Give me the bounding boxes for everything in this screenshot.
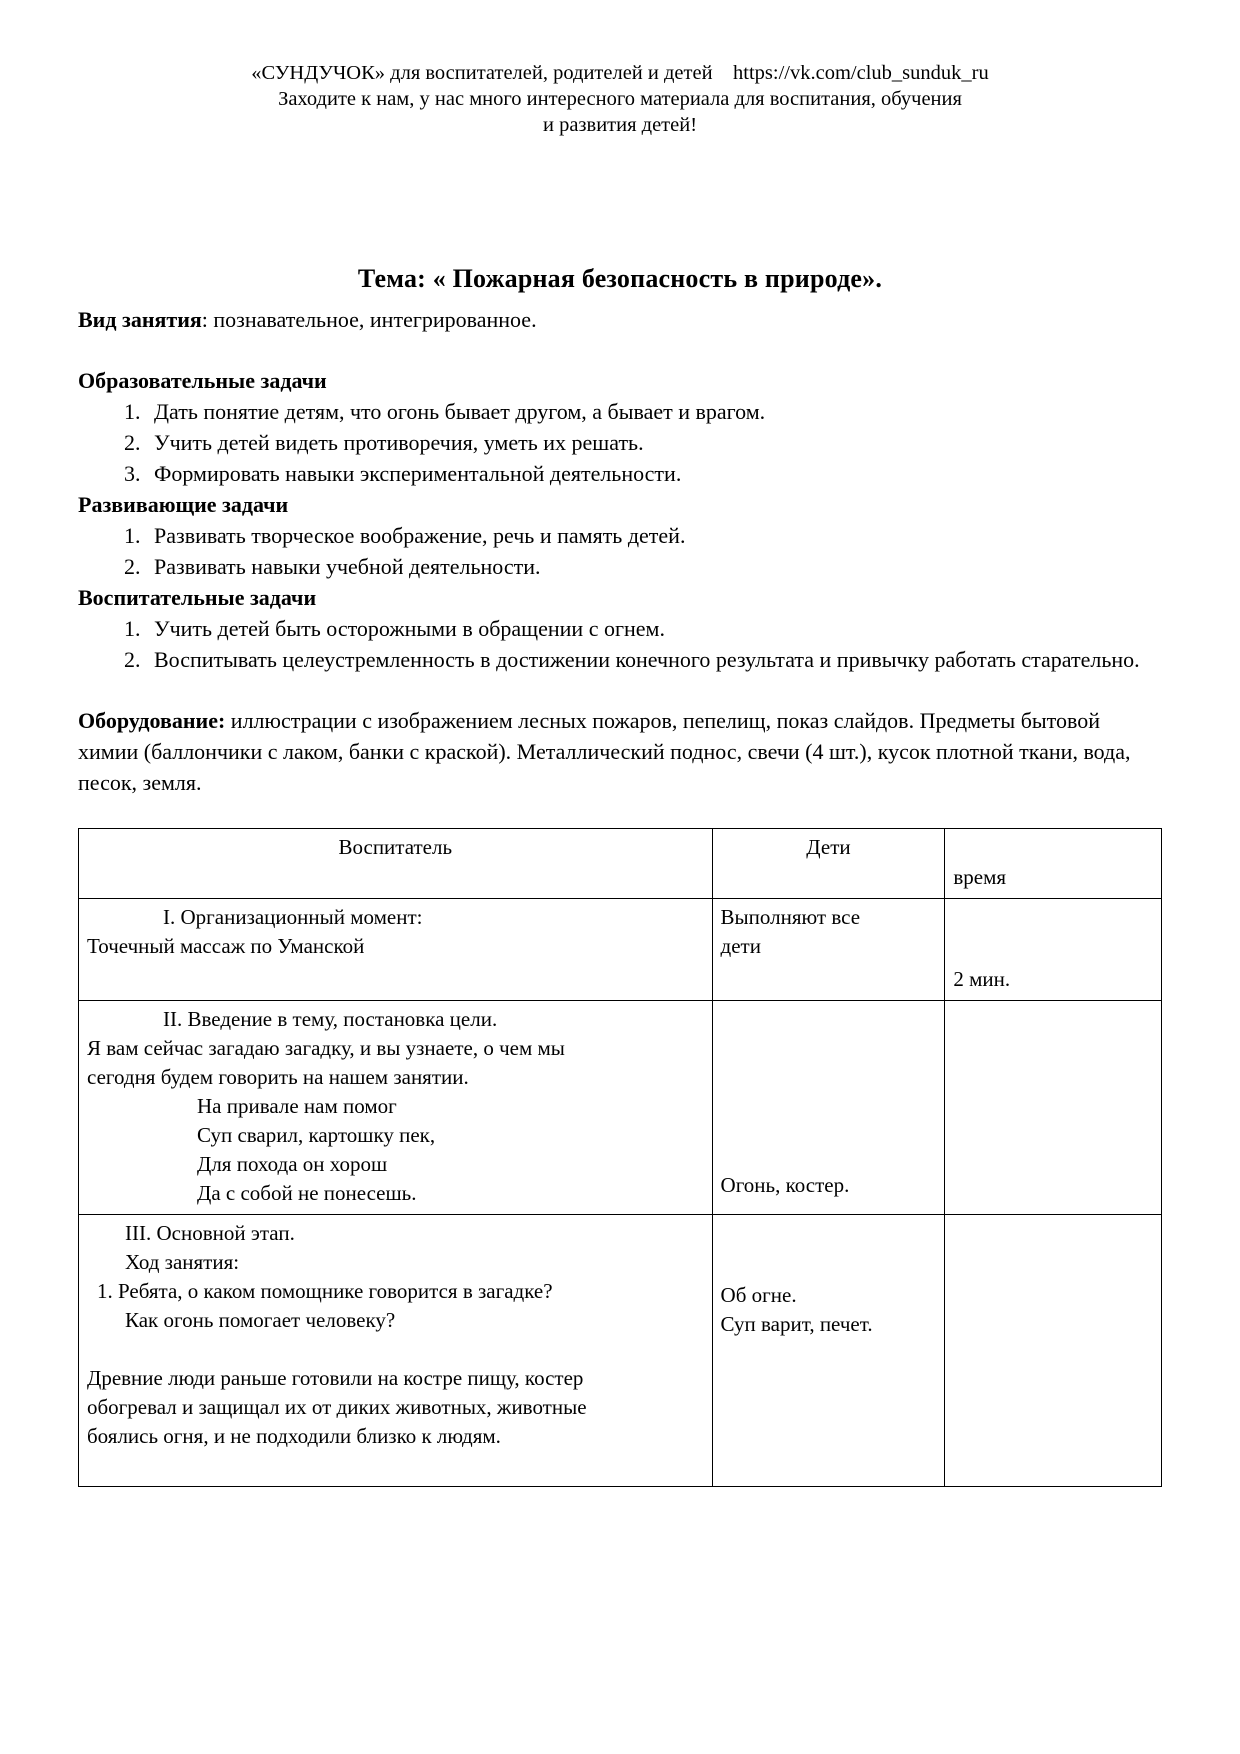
table-row [79, 1215, 1162, 1487]
children-line: дети [720, 934, 761, 958]
spacer [721, 1219, 937, 1281]
paragraph-line: обогревал и защищал их от диких животных, животные [87, 1395, 587, 1419]
lesson-type-value: : познавательное, интегрированное. [201, 307, 537, 332]
spacer [721, 1005, 937, 1171]
children-line: Суп варит, печет. [720, 1312, 873, 1336]
site-banner [78, 60, 1162, 138]
spacer [87, 1451, 704, 1480]
banner-line-2: Заходите к нам, у нас много интересного материала для воспитания, обучения [278, 88, 962, 110]
spacer [953, 903, 1153, 965]
stage-heading: II. Введение в тему, постановка цели. [163, 1007, 498, 1031]
educational-tasks-list [78, 396, 1162, 489]
cell-time-3 [945, 1215, 1162, 1487]
list-item: 1. Развивать творческое воображение, речь и память детей. [146, 520, 1162, 551]
stage-subheading: Ход занятия: [125, 1250, 240, 1274]
question-line: Как огонь помогает человеку? [125, 1308, 396, 1332]
lesson-type-label: Вид занятия [78, 307, 202, 332]
educational-tasks-heading: Образовательные задачи [78, 368, 327, 393]
upbringing-tasks-heading: Воспитательные задачи [78, 585, 317, 610]
riddle-line: Для похода он хорош [197, 1152, 388, 1176]
page-title: Тема: « Пожарная безопасность в природе». [357, 264, 883, 293]
lesson-type [78, 305, 1162, 335]
riddle-line: Да с собой не понесешь. [197, 1181, 417, 1205]
lesson-plan-table [78, 828, 1162, 1487]
time-value: 2 мин. [953, 967, 1011, 991]
equipment-label: Оборудование: [78, 708, 226, 733]
table-row [79, 1001, 1162, 1215]
cell-teacher-2 [79, 1001, 713, 1215]
table-row [79, 899, 1162, 1001]
list-item: 2. Учить детей видеть противоречия, уметь их решать. [146, 427, 1162, 458]
stage-heading: I. Организационный момент: [163, 905, 423, 929]
paragraph-line: Древние люди раньше готовили на костре пищу, костер [87, 1366, 584, 1390]
developing-tasks-heading: Развивающие задачи [78, 492, 289, 517]
list-item: 1. Учить детей быть осторожными в обращении с огнем. [146, 613, 1162, 644]
column-header-teacher: Воспитатель [79, 829, 713, 899]
list-item: 2. Воспитывать целеустремленность в достижении конечного результата и привычку работать старательно. [146, 644, 1162, 675]
spacer [78, 675, 1162, 705]
stage-heading: III. Основной этап. [125, 1221, 295, 1245]
list-item: 1. Дать понятие детям, что огонь бывает другом, а бывает и врагом. [146, 396, 1162, 427]
cell-teacher-3 [79, 1215, 713, 1487]
question-line: 1. Ребята, о каком помощнике говорится в загадке? [97, 1279, 553, 1303]
equipment-paragraph [78, 705, 1162, 798]
children-line: Об огне. [720, 1283, 797, 1307]
spacer [87, 1335, 704, 1364]
banner-line-3: и развития детей! [542, 114, 698, 136]
cell-children-2 [712, 1001, 945, 1215]
cell-teacher-1 [79, 899, 713, 1001]
banner-line-1: «СУНДУЧОК» для воспитателей, родителей и детей https://vk.com/club_sunduk_ru [251, 62, 989, 84]
cell-time-1 [945, 899, 1162, 1001]
developing-tasks-list [78, 520, 1162, 582]
upbringing-tasks-list [78, 613, 1162, 675]
cell-children-3 [712, 1215, 945, 1487]
children-line: Огонь, костер. [720, 1173, 850, 1197]
stage-line: Я вам сейчас загадаю загадку, и вы узнаете, о чем мы [87, 1036, 565, 1060]
column-header-time: время [945, 829, 1162, 899]
paragraph-line: боялись огня, и не подходили близко к людям. [87, 1424, 501, 1448]
spacer [78, 138, 1162, 263]
spacer [78, 335, 1162, 365]
spacer [87, 961, 704, 990]
column-header-children: Дети [712, 829, 945, 899]
children-line: Выполняют все [720, 905, 861, 929]
riddle-line: Суп сварил, картошку пек, [197, 1123, 436, 1147]
table-header-row [79, 829, 1162, 899]
equipment-text: иллюстрации с изображением лесных пожаров, пепелищ, показ слайдов. Предметы бытовой химии (баллончики с лаком, банки с краской). Металлический поднос, свечи (4 шт.), кусок плотной ткани, вода, песок, земля. [78, 708, 1131, 795]
stage-line: Точечный массаж по Уманской [87, 934, 365, 958]
riddle-line: На привале нам помог [197, 1094, 397, 1118]
cell-children-1 [712, 899, 945, 1001]
cell-time-2 [945, 1001, 1162, 1215]
stage-line: сегодня будем говорить на нашем занятии. [87, 1065, 469, 1089]
list-item: 2. Развивать навыки учебной деятельности. [146, 551, 1162, 582]
list-item: 3. Формировать навыки экспериментальной деятельности. [146, 458, 1162, 489]
